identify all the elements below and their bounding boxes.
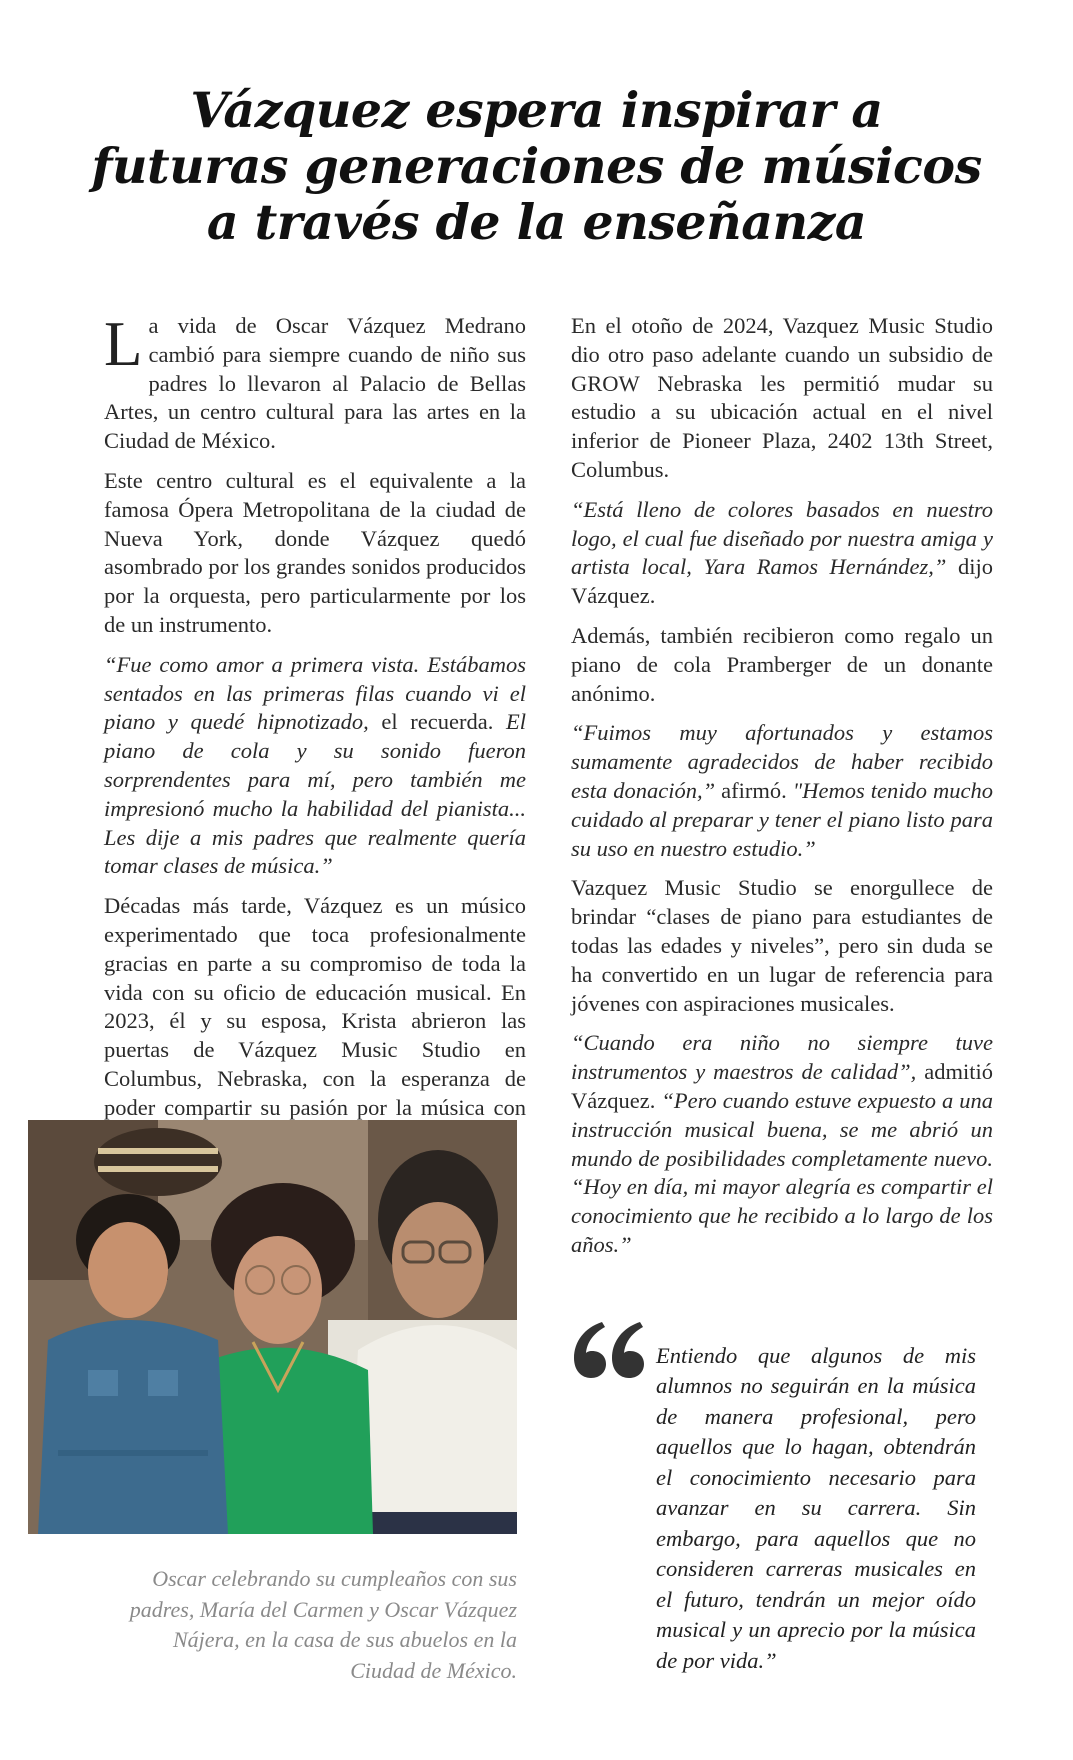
paragraph-studio-pride: Vazquez Music Studio se enorgullece de brindar “clases de piano para estudiantes de todas las edades y niveles”, pero sin duda se ha convertido en un lugar de referencia para jóvenes con aspiraciones musicales.: [571, 875, 993, 1016]
headline-line-3: a través de la enseñanza: [206, 193, 867, 251]
quote-childhood-part-a: “Cuando era niño no siempre tuve instrumentos y maestros de calidad”,: [571, 1030, 993, 1085]
quote-childhood-attribution: admitió Vázquez.: [571, 1059, 993, 1113]
family-photo: [28, 1120, 517, 1534]
quote-colors-attribution: dijo Vázquez.: [571, 554, 993, 609]
family-photo-illustration: [28, 1120, 517, 1534]
quote-first-sight: [104, 651, 526, 881]
quote-childhood: [571, 1029, 993, 1259]
paragraph-piano-gift: Además, también recibieron como regalo un piano de cola Pramberger de un donante anónimo.: [571, 622, 993, 706]
quote-first-sight-attribution: el recuerda.: [368, 709, 506, 735]
paragraph-autumn-2024: En el otoño de 2024, Vazquez Music Studio dio otro paso adelante cuando un subsidio de GROW Nebraska les permitió mudar su estudio a su ubicación actual en el nivel inferior de Pioneer Plaza, 2402 13th Street, Columbus.: [571, 313, 993, 482]
paragraph-intro: [104, 309, 526, 456]
photo-caption: Oscar celebrando su cumpleaños con sus padres, María del Carmen y Oscar Vázquez Nájera, en la casa de sus abuelos en la Ciudad de México.: [129, 1566, 517, 1683]
paragraph-decades-later: Décadas más tarde, Vázquez es un músico experimentado que toca profesionalmente gracias en parte a su compromiso de toda la vida con su oficio de educación musical. En 2023, él y su esposa, Krista abrieron las puertas de Vázquez Music Studio en Columbus, Nebraska, con la esperanza de poder compartir su pasión por la música con: [104, 893, 526, 1120]
pull-quote: Entiendo que algunos de mis alumnos no seguirán en la música de manera profesional, pero aquellos que lo hagan, obtendrán el conocimiento necesario para avanzar en su carrera. Sin embargo, para aquellos que no consideren carreras musicales en el futuro, tendrán un mejor oído musical y un aprecio por la música de por vida.”: [656, 1342, 976, 1673]
paragraph-opera: Este centro cultural es el equivalente a la famosa Ópera Metropolitana de la ciudad de Nueva York, donde Vázquez quedó asombrado por los grandes sonidos producidos por la orquesta, pero particularmente por los de un instrumento.: [104, 467, 526, 637]
drop-cap: L: [104, 309, 143, 379]
quote-donation-part-a: “Fuimos muy afortunados y estamos sumamente agradecidos de haber recibido esta donación,”: [571, 720, 993, 803]
left-column: [104, 309, 526, 1162]
quotation-mark-icon: [572, 1318, 644, 1380]
right-column: [571, 312, 993, 1271]
quote-donation: [571, 719, 993, 863]
intro-text: a vida de Oscar Vázquez Medrano cambió para siempre cuando de niño sus padres lo llevaron al Palacio de Bellas Artes, un centro cultural para las artes en la Ciudad de México.: [104, 313, 526, 454]
headline: [60, 82, 1013, 250]
quote-first-sight-part-b: El piano de cola y su sonido fueron sorprendentes para mí, pero también me impresionó mucho la habilidad del pianista... Les dije a mis padres que realmente quería tomar clases de música.”: [104, 709, 526, 879]
quote-childhood-part-b: “Pero cuando estuve expuesto a una instrucción musical buena, se me abrió un mundo de posibilidades completamente nuevo. “Hoy en día, mi mayor alegría es compartir el conocimiento que he recibido a lo largo de los años.”: [571, 1087, 993, 1257]
quote-first-sight-part-a: “Fue como amor a primera vista. Estábamos sentados en las primeras filas cuando vi el piano y quedé hipnotizado,: [104, 651, 526, 735]
quote-donation-part-b: "Hemos tenido mucho cuidado al preparar y tener el piano listo para su uso en nuestro estudio.”: [571, 777, 993, 861]
quote-colors: “Está lleno de colores basados en nuestro logo, el cual fue diseñado por nuestra amiga y artista local, Yara Ramos Hernández,”: [571, 496, 993, 580]
paragraph-colors: [571, 496, 993, 611]
headline-line-2: futuras generaciones de músicos: [91, 137, 982, 195]
quote-donation-attribution: afirmó.: [715, 777, 793, 803]
headline-line-1: Vázquez espera inspirar a: [190, 81, 883, 139]
